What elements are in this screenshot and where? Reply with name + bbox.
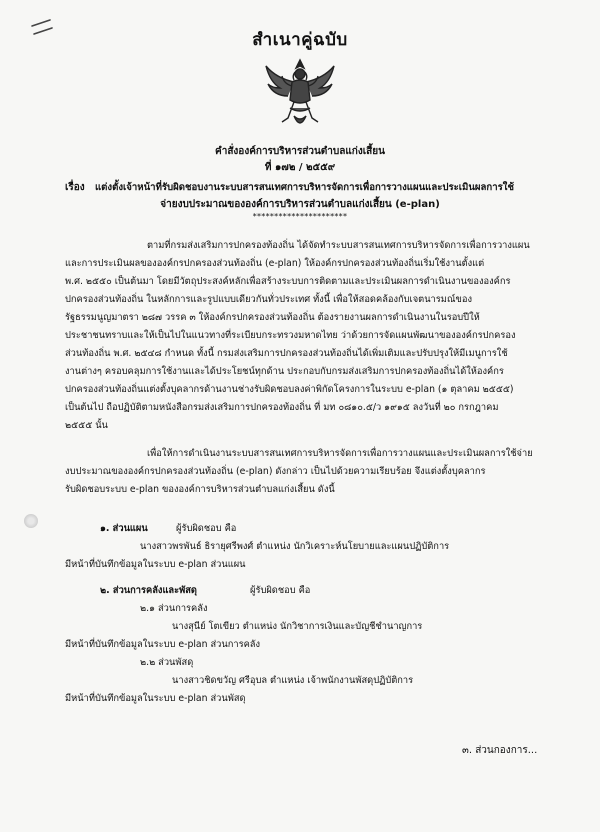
- paragraph-line: เพื่อให้การดำเนินงานระบบสารสนเทศการบริหารจัดการเพื่อการวางแผนและประเมินผลการใช้จ่าย: [147, 448, 533, 459]
- section-1-duty: มีหน้าที่บันทึกข้อมูลในระบบ e-plan ส่วนแผน: [65, 559, 246, 570]
- paragraph-line: รัฐธรรมนูญมาตรา ๒๘๗ วรรค ๓ ให้องค์กรปกครองส่วนท้องถิ่น ต้องรายงานผลการดำเนินงานในรอบปีให้: [65, 312, 480, 323]
- paragraph-line: ปกครองส่วนท้องถิ่น ในหลักการและรูปแบบเดียวกันทั่วประเทศ ทั้งนี้ เพื่อให้สอดคล้องกับเจตนารมณ์ของ: [65, 294, 473, 305]
- order-title: คำสั่งองค์การบริหารส่วนตำบลแก่งเสี้ยน: [215, 146, 385, 157]
- section-1-heading: ๑. ส่วนแผน: [100, 523, 148, 534]
- section-2-2-person: นางสาวชิดขวัญ ศรีอุบล ตำแหน่ง เจ้าพนักงานพัสดุปฏิบัติการ: [172, 675, 414, 686]
- section-2-2-title: ๒.๒ ส่วนพัสดุ: [140, 657, 194, 668]
- paragraph-line: ๒๕๕๕ นั้น: [65, 420, 108, 431]
- paragraph-line: และการประเมินผลขององค์กรปกครองส่วนท้องถิ่น (e-plan) ให้องค์กรปกครองส่วนท้องถิ่นเริ่มใช้งานตั้งแต่: [65, 258, 485, 269]
- section-2-1-duty: มีหน้าที่บันทึกข้อมูลในระบบ e-plan ส่วนการคลัง: [65, 639, 261, 650]
- copy-title: สำเนาคู่ฉบับ: [252, 30, 348, 50]
- subject-line-1: แต่งตั้งเจ้าหน้าที่รับผิดชอบงานระบบสารสนเทศการบริหารจัดการเพื่อการวางแผนและประเมินผลการใช้: [95, 182, 514, 193]
- garuda-emblem-icon: [262, 56, 338, 132]
- section-1-heading-rest: ผู้รับผิดชอบ คือ: [176, 523, 237, 534]
- paragraph-line: ส่วนท้องถิ่น พ.ศ. ๒๕๔๘ กำหนด ทั้งนี้ กรมส่งเสริมการปกครองส่วนท้องถิ่นได้เพิ่มเติมและปรับปรุงให้มีเมนูการใช้: [65, 348, 508, 359]
- section-2-heading: ๒. ส่วนการคลังและพัสดุ: [100, 585, 197, 596]
- paragraph-line: พ.ศ. ๒๕๕๐ เป็นต้นมา โดยมีวัตถุประสงค์หลักเพื่อสร้างระบบการติดตามและประเมินผลการดำเนินงานขององค์กร: [65, 276, 511, 287]
- paragraph-line: ตามที่กรมส่งเสริมการปกครองท้องถิ่น ได้จัดทำระบบสารสนเทศการบริหารจัดการเพื่อการวางแผน: [147, 240, 530, 251]
- paragraph-line: ประชาชนทราบและให้เป็นไปในแนวทางที่ระเบียบกระทรวงมหาดไทย ว่าด้วยการจัดแผนพัฒนาขององค์กรปกครอง: [65, 330, 516, 341]
- paragraph-line: งบประมาณขององค์กรปกครองส่วนท้องถิ่น (e-plan) ดังกล่าว เป็นไปด้วยความเรียบร้อย จึงแต่งตั้งบุคลากร: [65, 466, 486, 477]
- paragraph-line: งานต่างๆ ครอบคลุมการใช้งานและได้ประโยชน์ทุกด้าน ประกอบกับกรมส่งเสริมการปกครองท้องถิ่นได้ให้องค์กร: [65, 366, 504, 377]
- paragraph-line: ปกครองส่วนท้องถิ่นแต่งตั้งบุคลากรด้านงานช่างรับผิดชอบลงค่าพิกัดโครงการในระบบ e-plan (๑ ตุลาคม ๒๕๕๕): [65, 384, 514, 395]
- punch-hole-mark: [24, 514, 38, 528]
- paragraph-line: เป็นต้นไป ถือปฏิบัติตามหนังสือกรมส่งเสริมการปกครองท้องถิ่น ที่ มท ๐๘๑๐.๕/ว ๑๙๑๕ ลงวันที่ ๒๐ กรกฎาคม: [65, 402, 499, 413]
- subject-label: เรื่อง: [65, 182, 85, 193]
- section-2-heading-rest: ผู้รับผิดชอบ คือ: [250, 585, 311, 596]
- continued-marker: ๓. ส่วนกองการ...: [462, 745, 538, 756]
- section-2-1-person: นางสุนีย์ โตเขียว ตำแหน่ง นักวิชาการเงินและบัญชีชำนาญการ: [172, 621, 423, 632]
- section-2-2-duty: มีหน้าที่บันทึกข้อมูลในระบบ e-plan ส่วนพัสดุ: [65, 693, 246, 704]
- paragraph-line: รับผิดชอบระบบ e-plan ขององค์การบริหารส่วนตำบลแก่งเสี้ยน ดังนี้: [65, 484, 335, 495]
- order-number: ที่ ๑๗๒ / ๒๕๕๙: [264, 162, 336, 173]
- subject-line-2: จ่ายงบประมาณขององค์การบริหารส่วนตำบลแก่งเสี้ยน (e-plan): [160, 199, 440, 210]
- section-1-person: นางสาวพรพันธ์ ธิรายุศรีพงศ์ ตำแหน่ง นักวิเคราะห์นโยบายและแผนปฏิบัติการ: [140, 541, 450, 552]
- separator-line: **********************: [252, 212, 348, 221]
- section-2-1-title: ๒.๑ ส่วนการคลัง: [140, 603, 208, 614]
